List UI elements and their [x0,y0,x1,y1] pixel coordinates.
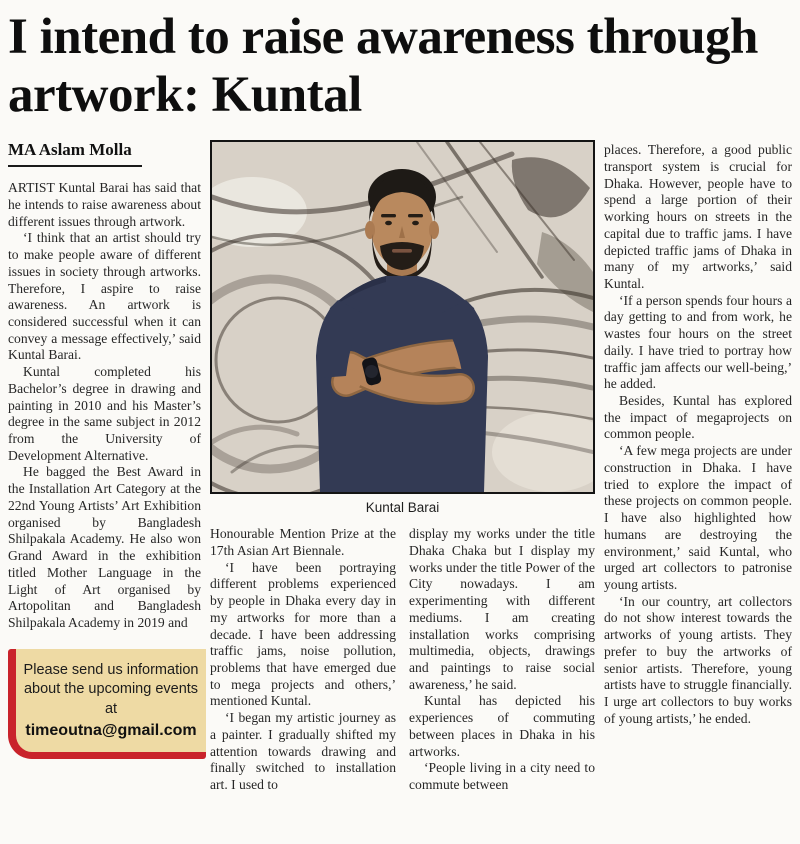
article-paragraph: ‘In our country, art collectors do not show interest towards the artworks of young artists. They prefer to buy the artworks of senior artists. Therefore, young artists have to struggle financially. I urge art collectors to buy works of young artists,’ he ended. [604,593,792,726]
article-paragraph: display my works under the title Dhaka Chaka but I display my works under the title Power of the City nowadays. I am experimenting with different mediums. I am creating installation works comprising multimedia, objects, drawings and paintings to raise social awareness,’ he said. [409,526,595,692]
article-paragraph: Kuntal completed his Bachelor’s degree in drawing and painting in 2010 and his Master’s degree in the same subject in 2012 from the University of Development Alternative. [8,364,201,463]
article-paragraph: ‘A few mega projects are under construction in Dhaka. I have tried to explore the impact of these projects on common people. I have also highlighted how humans are destroying the environment,’ said Kuntal, who urged art collectors to patronise young artists. [604,443,792,592]
byline: MA Aslam Molla [8,140,142,167]
article-paragraph: ARTIST Kuntal Barai has said that he intends to raise awareness about different issues through artwork. [8,180,201,229]
article-paragraph: ‘People living in a city need to commute between [409,760,595,793]
column-4 [604,140,792,727]
photo-caption: Kuntal Barai [365,500,440,516]
portrait-photo-illustration [212,142,593,492]
article-paragraph: ‘If a person spends four hours a day getting to and from work, he wastes four hours on the street daily. I have tried to portray how traffic jam affects our well-being,’ he added. [604,292,792,392]
column-3 [409,526,595,794]
portrait-photo [210,140,595,494]
headline: I intend to raise awareness through artwork: Kuntal [8,9,758,124]
article-paragraph: ‘I began my artistic journey as a painter. I gradually shifted my attention towards drawing and finally switched to installation art. I used to [210,710,396,793]
notice-email: timeoutna@gmail.com [25,722,197,740]
notice-text: Please send us information about the upcoming events at [23,661,199,717]
portrait-figure [210,140,595,515]
article-paragraph: places. Therefore, a good public transport system is crucial for Dhaka. However, people have to spend a large portion of their working hours on streets in the capital due to traffic jams. I have depicted traffic jams of Dhaka in many of my artworks,’ said Kuntal. [604,142,792,291]
article-paragraph: Kuntal has depicted his experiences of commuting between places in Dhaka in his artworks. [409,693,595,759]
middle-section [210,140,595,794]
article-paragraph: ‘I have been portraying different problems experienced by people in Dhaka every day in my artworks for more than a decade. I have been addressing traffic jams, noise pollution, problems that have emerged due to mega projects and others,’ mentioned Kuntal. [210,559,396,709]
article-paragraph: Besides, Kuntal has explored the impact of megaprojects on common people. [604,393,792,442]
column-2 [210,526,396,794]
notice-box [8,649,206,759]
article-paragraph: ‘I think that an artist should try to make people aware of different issues in society through artworks. Therefore, I aspire to raise awareness. An artwork is considered successful when it can convey a message effectively,’ said Kuntal Barai. [8,230,201,363]
column-1 [8,140,201,759]
middle-columns [210,526,595,794]
article-paragraph: Honourable Mention Prize at the 17th Asian Art Biennale. [210,526,396,558]
article-paragraph: He bagged the Best Award in the Installation Art Category at the 22nd Young Artists’ Art Exhibition organised by Bangladesh Shilpakala Academy. He also won Grand Award in the exhibition titled Mother Language in the Light of Art organised by Artopolitan and Bangladesh Shilpakala Academy in 2019 and [8,464,201,630]
article-body [8,140,792,794]
